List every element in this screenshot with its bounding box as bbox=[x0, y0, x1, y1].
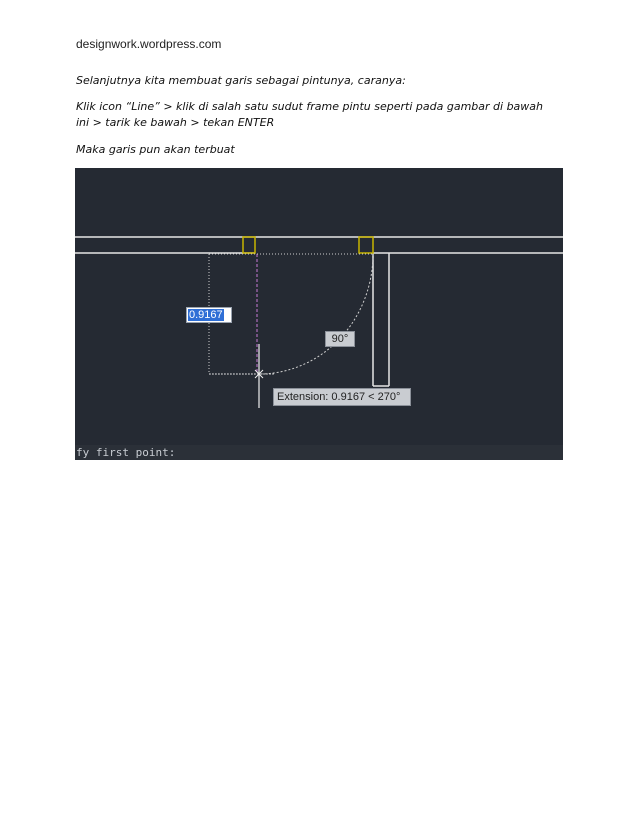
instruction-paragraph-3: Maka garis pun akan terbuat bbox=[76, 143, 235, 156]
angle-tooltip: 90° bbox=[325, 331, 355, 347]
dimension-input-value: 0.9167 bbox=[189, 309, 223, 321]
door-frame-right bbox=[359, 237, 373, 253]
door-frames bbox=[243, 237, 373, 253]
cad-screenshot bbox=[75, 168, 563, 460]
instruction-paragraph-1: Selanjutnya kita membuat garis sebagai pintunya, caranya: bbox=[76, 74, 406, 87]
door-swing-arc bbox=[259, 254, 373, 374]
command-line[interactable]: fy first point: bbox=[75, 445, 563, 460]
cad-drawing bbox=[75, 168, 563, 460]
site-header: designwork.wordpress.com bbox=[76, 37, 222, 51]
crosshair-cursor bbox=[209, 344, 275, 408]
door-frame-left bbox=[243, 237, 255, 253]
instruction-paragraph-2: Klik icon “Line” > klik di salah satu sudut frame pintu seperti pada gambar di bawah ini > tarik ke bawah > tekan ENTER bbox=[76, 100, 544, 129]
wall-lines bbox=[75, 237, 563, 386]
extension-tooltip: Extension: 0.9167 < 270° bbox=[273, 388, 411, 406]
dimension-lines bbox=[209, 254, 373, 374]
dimension-input[interactable] bbox=[186, 307, 232, 323]
